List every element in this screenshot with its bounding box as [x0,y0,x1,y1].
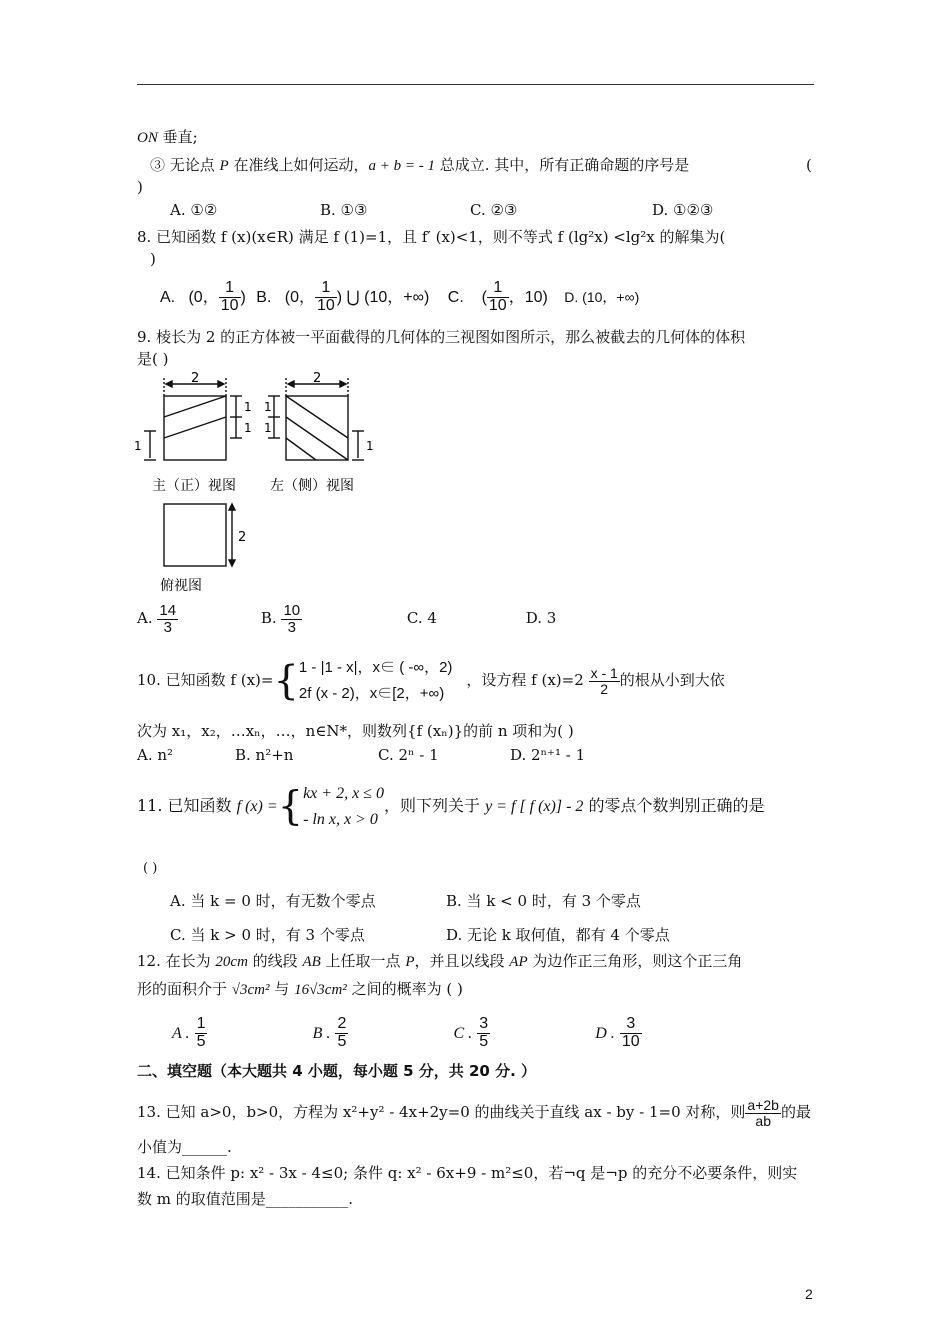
header-rule [137,84,814,85]
q7-option-b: B. ①③ [320,201,368,219]
side-dim-1c: 1 [366,439,374,453]
q7-option-a: A. ①② [170,201,218,219]
page-number: 2 [805,1286,813,1302]
q9-stem: 9. 棱长为 2 的正方体被一平面截得的几何体的三视图如图所示，那么被截去的几何体的体积 [137,328,746,346]
q10-stem: 10. 已知函数 f (x)={ 1 - |1 - x|，x∈ ( -∞，2) 2f (x - 2)，x∈[2，+∞) ，设方程 f (x)=2 $\frac{x - 1}{2}$ 的根从小到大依 [137,658,725,704]
q8-stem-end: ) [150,250,156,268]
q8-options: A. (0， $\frac{1}{10}$ ) B. (0， $\frac{1}{10}$ ) ⋃ (10，+∞) C. ( $\frac{1}{10}$ ，10) D. (10，+∞) [160,279,640,315]
q14-line2: 数 m 的取值范围是___________. [137,1190,354,1208]
q7-item3: ③ 无论点 P 在准线上如何运动，a + b = - 1 总成立. 其中，所有正确命题的序号是 [150,156,690,174]
q9-stem-end: 是( ) [137,350,169,368]
q8-stem: 8. 已知函数 f (x)(x∈R) 满足 f (1)=1，且 f′ (x)<1，则不等式 f (lg²x) <lg²x 的解集为( [137,228,726,246]
side-dim-1b: 1 [264,421,272,435]
q12-line2: 形的面积介于 √3cm² 与 16√3cm² 之间的概率为 ( ) [137,980,463,998]
side-view-label: 左（侧）视图 [270,478,354,494]
q14-line1: 14. 已知条件 p: x² - 3x - 4≤0; 条件 q: x² - 6x+9 - m²≤0，若¬q 是¬p 的充分不必要条件，则实 [137,1164,798,1182]
q13-line1: 13. 已知 a>0，b>0，方程为 x²+y² - 4x+2y=0 的曲线关于直线 ax - by - 1=0 对称，则 $\frac{a+2b}{ab}$ 的最 [137,1096,811,1129]
side-dim-2: 2 [313,371,322,386]
q7-option-d: D. ①②③ [652,201,714,219]
q7-paren-close: ) [137,178,143,196]
side-view [268,378,364,460]
three-view-figure [134,370,394,600]
q12-options: A . $\frac{1}{5}$ B . $\frac{2}{5}$ C . $\frac{3}{5}$ D . $\frac{3}{10}$ [172,1015,640,1050]
q7-line1: ON 垂直; [137,128,198,146]
section-heading: 二、填空题（本大题共 4 小题，每小题 5 分，共 20 分. ） [137,1062,537,1080]
q10-line2: 次为 x₁，x₂，…xₙ，…，n∈N*，则数列{f (xₙ)}的前 n 项和为( ) [137,722,574,740]
front-dim-1b: 1 [244,421,252,435]
top-dim-2: 2 [238,530,247,545]
q10-option-b: B. n²+n [235,746,294,764]
front-dim-1c: 1 [134,439,142,453]
q7-option-c: C. ②③ [470,201,518,219]
q9-options: A. $\frac{14}{3}$ B. $\frac{10}{3}$ C. 4 D. 3 [137,601,557,636]
q11-option-b: B. 当 k < 0 时，有 3 个零点 [446,892,641,910]
front-view-label: 主（正）视图 [152,478,236,494]
q7-paren-open: ( [806,156,812,174]
q11-paren: ( ) [143,861,158,876]
q12-line1: 12. 在长为 20cm 的线段 AB 上任取一点 P，并且以线段 AP 为边作正三角形，则这个正三角 [137,952,743,970]
front-dim-2: 2 [191,371,200,386]
q10-option-c: C. 2ⁿ - 1 [378,746,439,764]
top-view-label: 俯视图 [160,578,202,594]
q11-option-a: A. 当 k = 0 时，有无数个零点 [170,892,376,910]
q10-option-d: D. 2ⁿ⁺¹ - 1 [510,746,586,764]
front-dim-1a: 1 [244,400,252,414]
front-view [144,378,242,460]
q11-option-d: D. 无论 k 取何值，都有 4 个零点 [446,926,670,944]
q10-option-a: A. n² [137,746,174,764]
q13-line2: 小值为______. [137,1138,232,1156]
top-view [164,504,235,566]
q11-stem: 11. 已知函数 f (x) ={ kx + 2, x ≤ 0 - ln x, x > 0 ，则下列关于 y = f [ f (x)] - 2 的零点个数判别正确的是 [137,783,765,830]
q11-option-c: C. 当 k > 0 时，有 3 个零点 [170,926,365,944]
side-dim-1a: 1 [264,400,272,414]
